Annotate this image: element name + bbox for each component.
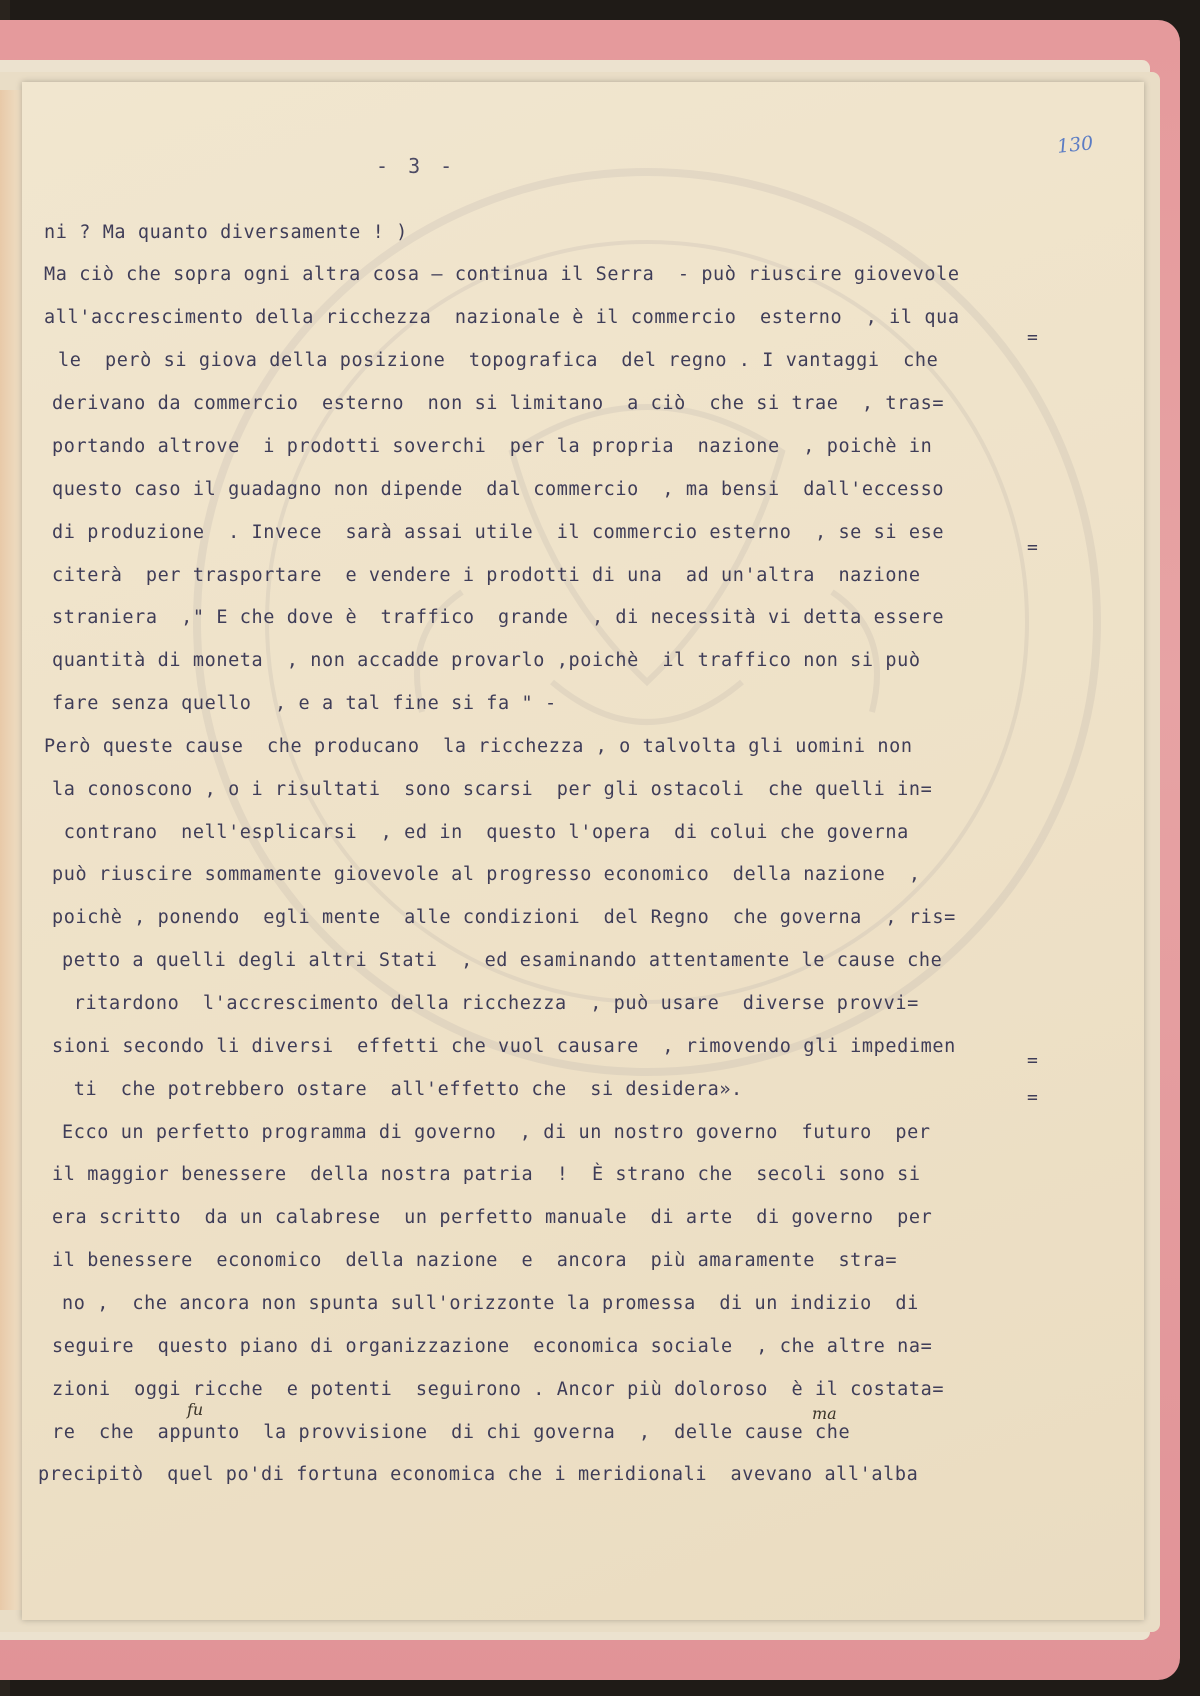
text-line: straniera ," E che dove è traffico grande , di necessità vi detta essere <box>52 607 945 628</box>
margin-equals-mark: = <box>1027 537 1038 558</box>
typewritten-page <box>22 82 1144 1620</box>
text-line: Ma ciò che sopra ogni altra cosa — continua il Serra - può riuscire giovevole <box>44 264 960 285</box>
text-line: ni ? Ma quanto diversamente ! ) <box>44 222 408 243</box>
pen-correction: fu <box>187 1400 204 1419</box>
text-line: può riuscire sommamente giovevole al progresso economico della nazione , <box>52 864 921 885</box>
text-line: citerà per trasportare e vendere i prodotti di una ad un'altra nazione <box>52 565 921 586</box>
text-line: derivano da commercio esterno non si limitano a ciò che si trae , tras= <box>52 393 945 414</box>
text-line: questo caso il guadagno non dipende dal commercio , ma bensi dall'eccesso <box>52 479 945 500</box>
text-line: no , che ancora non spunta sull'orizzonte la promessa di un indizio di <box>62 1293 919 1314</box>
archive-number: 130 <box>1055 132 1095 158</box>
page-number: - 3 - <box>376 154 457 178</box>
text-line: ti che potrebbero ostare all'effetto che si desidera». <box>62 1079 743 1100</box>
margin-equals-mark: = <box>1027 1087 1038 1108</box>
text-line: la conoscono , o i risultati sono scarsi per gli ostacoli che quelli in= <box>52 779 933 800</box>
text-line: poichè , ponendo egli mente alle condizioni del Regno che governa , ris= <box>52 907 956 928</box>
margin-equals-mark: = <box>1027 327 1038 348</box>
text-line: il benessere economico della nazione e ancora più amaramente stra= <box>52 1250 898 1271</box>
text-line: di produzione . Invece sarà assai utile il commercio esterno , se si ese <box>52 522 945 543</box>
text-line: le però si giova della posizione topografica del regno . I vantaggi che <box>58 350 939 371</box>
text-line: seguire questo piano di organizzazione economica sociale , che altre na= <box>52 1336 933 1357</box>
text-line: quantità di moneta , non accadde provarlo ,poichè il traffico non si può <box>52 650 921 671</box>
page-text <box>22 82 1144 1620</box>
text-line: ritardono l'accrescimento della ricchezza , può usare diverse provvi= <box>62 993 919 1014</box>
text-line: era scritto da un calabrese un perfetto manuale di arte di governo per <box>52 1207 933 1228</box>
text-line: all'accrescimento della ricchezza nazionale è il commercio esterno , il qua <box>44 307 960 328</box>
pen-correction: ma <box>812 1404 837 1423</box>
text-line: fare senza quello , e a tal fine si fa " - <box>52 693 557 714</box>
text-line: il maggior benessere della nostra patria ! È strano che secoli sono si <box>52 1164 921 1185</box>
text-line: Ecco un perfetto programma di governo , di un nostro governo futuro per <box>62 1122 931 1143</box>
text-line: Però queste cause che producano la ricchezza , o talvolta gli uomini non <box>44 736 913 757</box>
text-line: petto a quelli degli altri Stati , ed esaminando attentamente le cause che <box>62 950 943 971</box>
text-line: re che appunto la provvisione di chi governa , delle cause che <box>52 1422 851 1443</box>
text-line: precipitò quel po'di fortuna economica che i meridionali avevano all'alba <box>38 1464 919 1485</box>
text-line: portando altrove i prodotti soverchi per la propria nazione , poichè in <box>52 436 933 457</box>
text-line: zioni oggi ricche e potenti seguirono . Ancor più doloroso è il costata= <box>52 1379 945 1400</box>
text-line: sioni secondo li diversi effetti che vuol causare , rimovendo gli impedimen <box>52 1036 956 1057</box>
left-page-edge <box>0 90 24 1610</box>
text-line: contrano nell'esplicarsi , ed in questo l'opera di colui che governa <box>52 822 909 843</box>
margin-equals-mark: = <box>1027 1050 1038 1071</box>
